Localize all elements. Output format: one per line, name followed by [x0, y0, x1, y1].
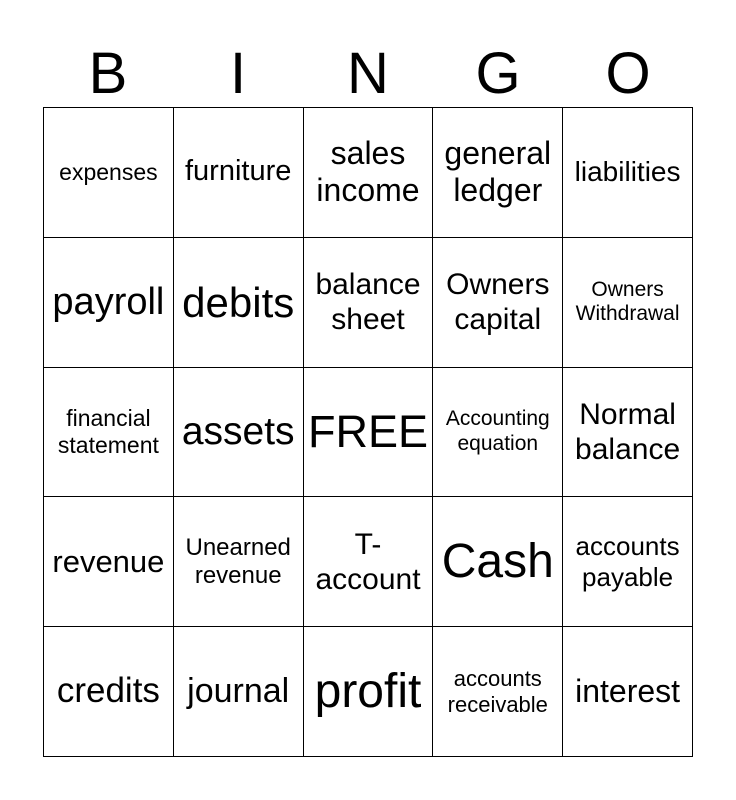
bingo-cell[interactable] — [304, 627, 434, 757]
header-letter-b: B — [88, 41, 128, 106]
bingo-cell-label: Normal balance — [575, 397, 681, 466]
bingo-cell[interactable] — [174, 368, 304, 498]
bingo-cell[interactable] — [304, 497, 434, 627]
bingo-cell[interactable] — [44, 108, 174, 238]
bingo-cell-label: expenses — [59, 158, 158, 185]
bingo-board — [43, 107, 693, 757]
header-letter-g: G — [475, 41, 521, 106]
bingo-cell[interactable] — [44, 368, 174, 498]
bingo-cell[interactable] — [563, 108, 693, 238]
bingo-cell[interactable] — [174, 108, 304, 238]
bingo-cell-label: profit — [314, 664, 422, 718]
bingo-cell[interactable] — [433, 627, 563, 757]
bingo-cell-label: furniture — [185, 155, 292, 188]
bingo-cell-label: Owners capital — [446, 268, 550, 337]
bingo-cell[interactable] — [174, 497, 304, 627]
bingo-cell-label: credits — [56, 671, 160, 711]
bingo-cell[interactable] — [563, 368, 693, 498]
bingo-cell[interactable] — [433, 497, 563, 627]
bingo-cell[interactable] — [433, 108, 563, 238]
bingo-cell[interactable] — [304, 368, 434, 498]
bingo-cell[interactable] — [563, 497, 693, 627]
bingo-cell-label: balance sheet — [315, 268, 421, 337]
bingo-cell-label: FREE — [307, 405, 428, 457]
bingo-cell[interactable] — [304, 108, 434, 238]
bingo-header — [43, 42, 693, 106]
bingo-cell-label: sales income — [316, 134, 420, 209]
bingo-cell-label: interest — [575, 672, 681, 709]
header-letter-o: O — [605, 41, 651, 106]
bingo-cell[interactable] — [433, 368, 563, 498]
header-letter-n: N — [347, 41, 389, 106]
bingo-cell[interactable] — [44, 627, 174, 757]
bingo-cell-label: liabilities — [574, 156, 681, 188]
bingo-cell-label: accounts receivable — [447, 665, 548, 717]
bingo-cell-label: payroll — [52, 280, 165, 323]
bingo-cell[interactable] — [44, 497, 174, 627]
bingo-cell-label: general ledger — [444, 134, 552, 209]
bingo-cell-label: Owners Withdrawal — [575, 277, 680, 326]
bingo-cell-label: Cash — [441, 534, 554, 588]
bingo-cell[interactable] — [174, 627, 304, 757]
bingo-cell-label: journal — [187, 671, 290, 710]
bingo-cell[interactable] — [44, 238, 174, 368]
bingo-cell-label: debits — [182, 278, 295, 326]
bingo-cell-label: Unearned revenue — [185, 533, 291, 589]
bingo-cell[interactable] — [304, 238, 434, 368]
bingo-cell[interactable] — [174, 238, 304, 368]
bingo-cell-label: accounts payable — [575, 531, 680, 592]
bingo-cell[interactable] — [563, 238, 693, 368]
header-letter-i: I — [229, 41, 247, 106]
bingo-cell-label: T-account — [315, 527, 421, 596]
bingo-cell[interactable] — [433, 238, 563, 368]
bingo-cell-label: assets — [181, 410, 295, 454]
bingo-cell-label: financial statement — [57, 405, 159, 458]
bingo-cell-label: Accounting equation — [445, 407, 550, 455]
bingo-cell-label: revenue — [52, 543, 165, 579]
bingo-cell[interactable] — [563, 627, 693, 757]
